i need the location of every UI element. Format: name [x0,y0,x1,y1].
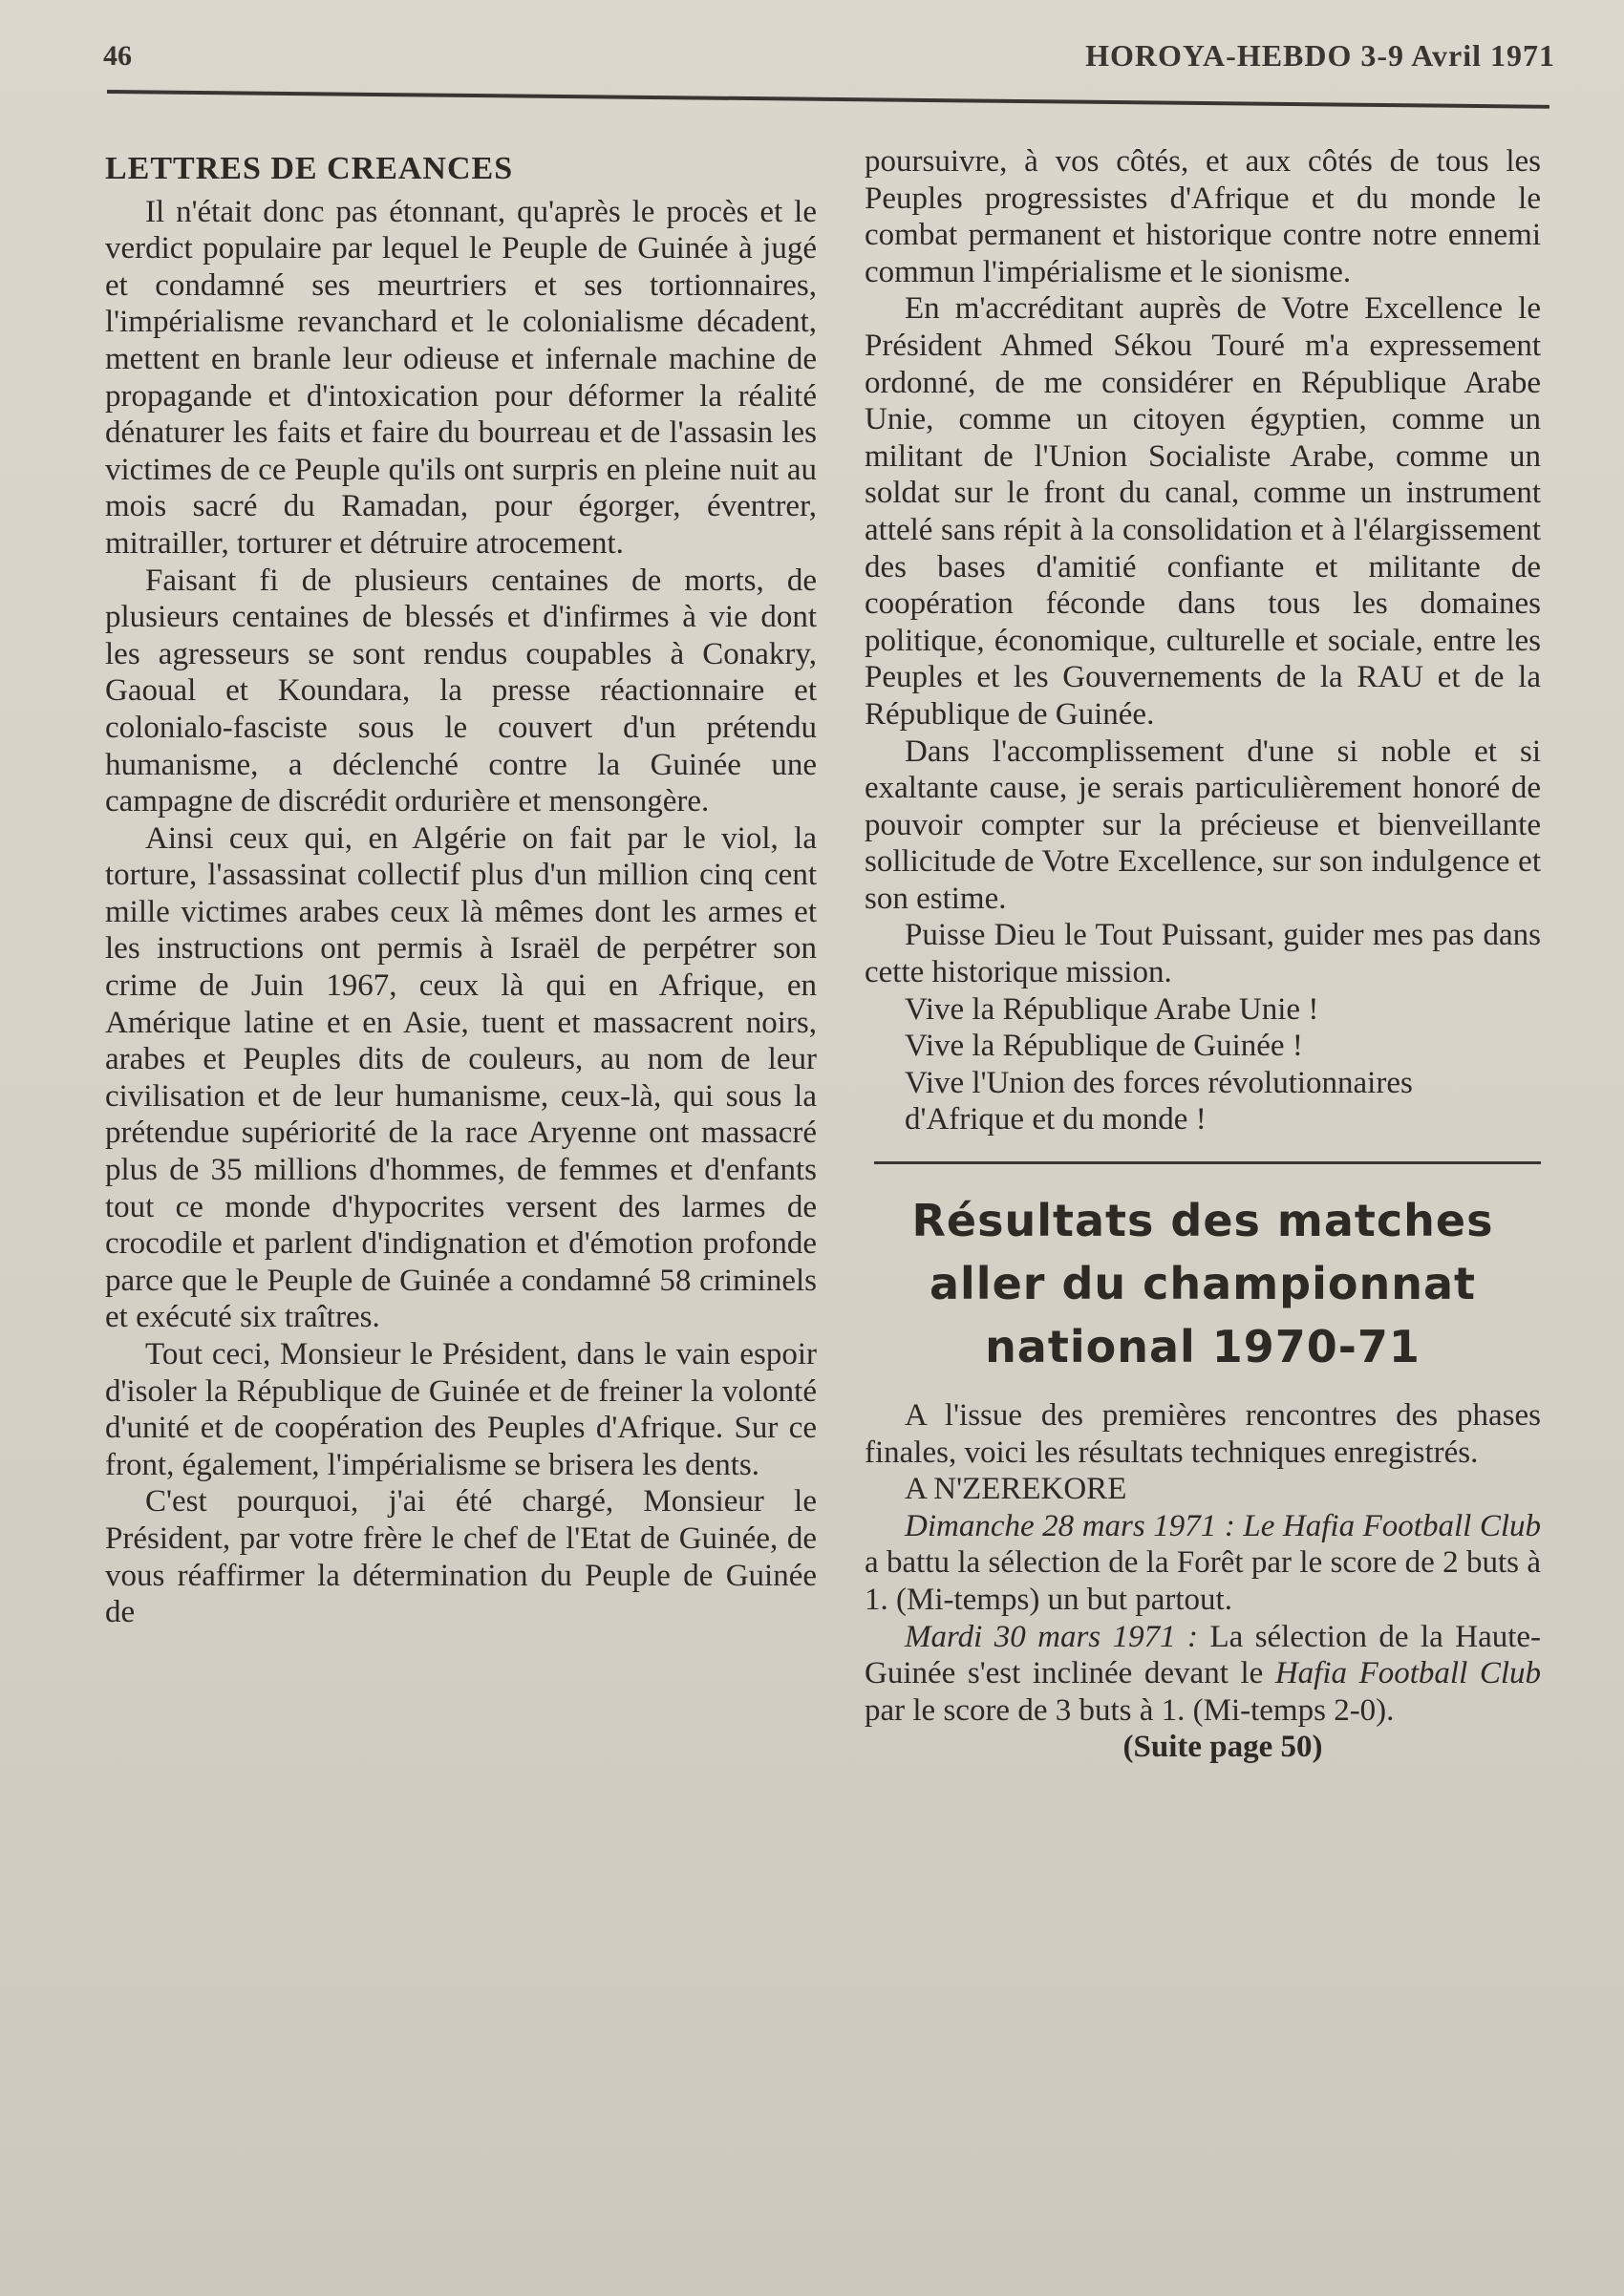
paragraph: C'est pourquoi, j'ai été chargé, Monsieur le Président, par votre frère le chef de l'Etat de Guinée, de vous réaffirmer la détermination du Peuple de Guinée de [105,1484,817,1630]
section-heading: LETTRES DE CREANCES [105,151,514,186]
paragraph: Dans l'accomplissement d'une si noble et si exaltante cause, je serais particulièrement honoré de pouvoir compter sur la précieuse et bienveillante sollicitude de Votre Excellence, sur son indulgence et son estime. [865,733,1541,916]
paragraph: Puisse Dieu le Tout Puissant, guider mes pas dans cette historique mission. [865,918,1541,990]
closing-line: Vive la République de Guinée ! [905,1029,1303,1064]
masthead: HOROYA-HEBDO 3-9 Avril 1971 [1085,38,1555,73]
headline-line: Résultats des matches [911,1195,1494,1247]
paragraph: Ainsi ceux qui, en Algérie on fait par le viol, la torture, l'assassinat collectif plus d'un million cinq cent mille victimes arabes ceux là mêmes dont les armes et les instructions ont permis à Israël de perpétrer son crime de Juin 1967, ceux là qui en Afrique, en Amérique latine et en Asie, tuent et massacrent noirs, arabes et Peuples dits de couleurs, au nom de leur civilisation et de leur humanisme, ceux-là, qui sous la prétendue supériorité de la race Aryenne ont massacré plus de 35 millions d'hommes, de femmes et d'enfants tout ce monde d'hypocrites versent des larmes de crocodile et parlent d'indignation et d'émotion profonde parce que le Peuple de Guinée a condamné 58 criminels et exécuté six traîtres. [105,820,817,1335]
team-name: Hafia Football Club [1274,1656,1541,1691]
header-rule [107,90,1549,109]
paragraph: Faisant fi de plusieurs centaines de morts, de plusieurs centaines de blessés et d'infirmes à vie dont les agresseurs se sont rendus coupables à Conakry, Gaoual et Koundara, la presse réactionnaire et colonialo-fasciste sous le couvert d'un prétendu humanisme, a déclenché contre la Guinée une campagne de discrédit ordurière et mensongère. [105,563,817,819]
paragraph: En m'accréditant auprès de Votre Excellence le Président Ahmed Sékou Touré m'a expressement ordonné, de me considérer en République Arabe Unie, comme un citoyen égyptien, comme un militant de l'Union Socialiste Arabe, comme un soldat sur le front du canal, comme un instrument attelé sans répit à la consolidation et à l'élargissement des bases d'amitié confiante et militante de coopération féconde dans tous les domaines politique, économique, culturelle et sociale, entre les Peuples et les Gouvernements de la RAU et de la République de Guinée. [865,291,1541,732]
match-date: Mardi 30 mars 1971 : [905,1619,1199,1654]
paragraph-continuation: poursuivre, à vos côtés, et aux côtés de tous les Peuples progressistes d'Afrique et du monde le combat permanent et historique contre notre ennemi commun l'impérialisme et le sionisme. [865,144,1541,289]
closing-line: Vive la République Arabe Unie ! [905,991,1319,1027]
paragraph: Il n'était donc pas étonnant, qu'après le procès et le verdict populaire par lequel le Peuple de Guinée à jugé et condamné ses meurtriers et ses tortionnaires, l'impérialisme revanchard et le colonialisme décadent, mettent en branle leur odieuse et infernale machine de propagande et d'intoxication pour déformer la réalité dénaturer les faits et faire du bourreau et de l'assasin les victimes de ce Peuple qu'ils ont surpris en pleine nuit au mois sacré du Ramadan, pour égorger, éventrer, mitrailler, torturer et détruire atrocement. [105,194,817,561]
match-result [865,1619,1541,1730]
section-divider [874,1161,1541,1164]
match-date: Dimanche 28 mars 1971 : [905,1508,1235,1543]
match-result [865,1508,1541,1619]
left-column [105,143,817,2206]
match-text: La sélection de la Haute-Guinée s'est inclinée devant le [865,1619,1541,1691]
closing-line: Vive l'Union des forces révolutionnaires [905,1065,1413,1100]
right-column [865,143,1541,2206]
headline-line: aller du championnat [930,1258,1476,1310]
sports-headline [865,1189,1541,1378]
match-text: a battu la sélection de la Forêt par le score de 2 buts à 1. (Mi-temps) un but partout. [865,1545,1541,1617]
page-number: 46 [103,40,132,72]
team-name: Le Hafia Football Club [1243,1508,1541,1543]
headline-line: national 1970-71 [985,1321,1421,1373]
match-text: par le score de 3 buts à 1. (Mi-temps 2-0). [865,1692,1395,1728]
continued-note: (Suite page 50) [1122,1730,1323,1765]
paragraph: Tout ceci, Monsieur le Président, dans le vain espoir d'isoler la République de Guinée et de freiner la volonté d'unité et de coopération des Peuples d'Afrique. Sur ce front, également, l'impérialisme se brisera les dents. [105,1337,817,1482]
sports-intro: A l'issue des premières rencontres des phases finales, voici les résultats techniques enregistrés. [865,1398,1541,1470]
closing-line: d'Afrique et du monde ! [905,1102,1207,1137]
match-location: A N'ZEREKORE [905,1472,1127,1507]
